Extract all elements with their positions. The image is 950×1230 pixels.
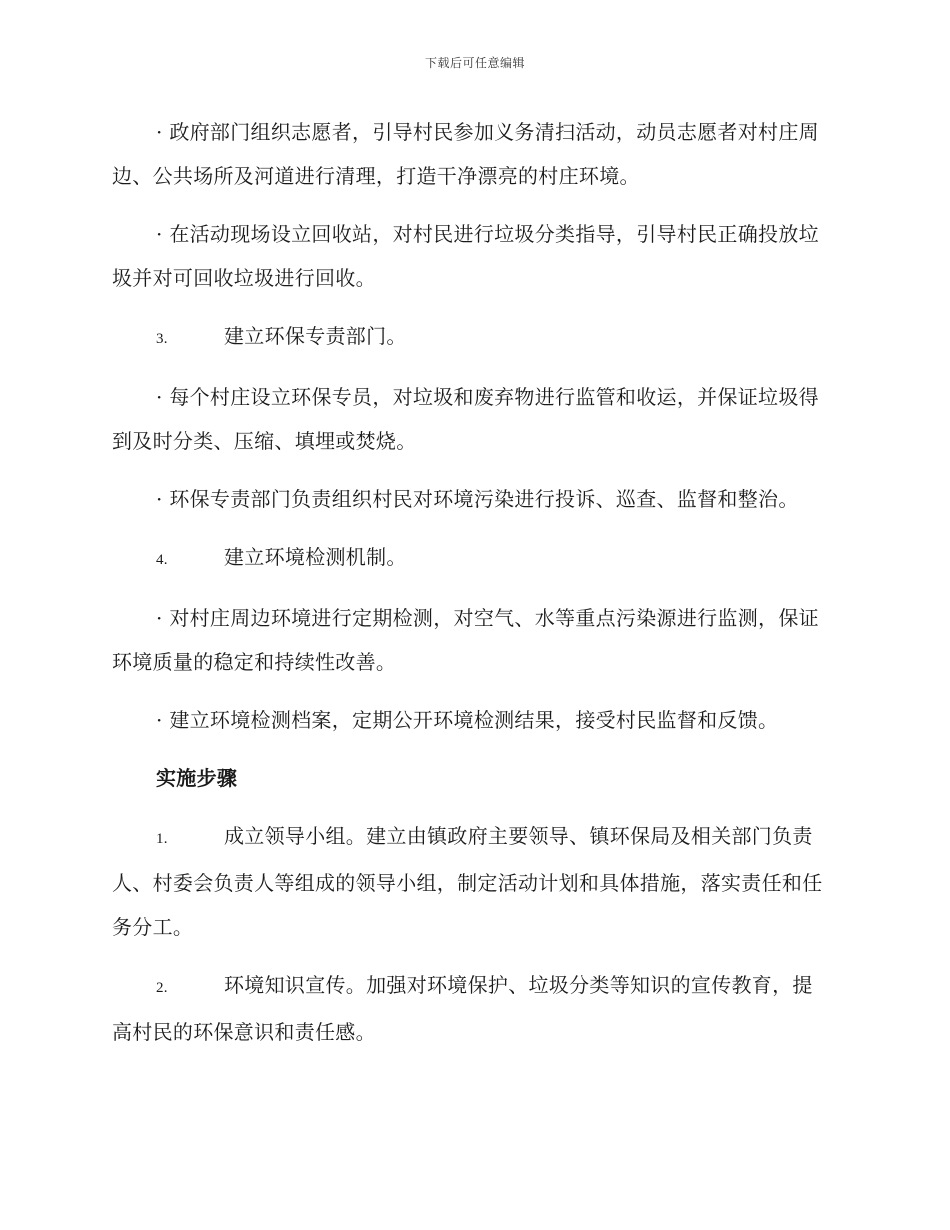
paragraph-env-officer: · 每个村庄设立环保专员，对垃圾和废弃物进行监管和收运，并保证垃圾得到及时分类、压缩、填埋或焚烧。 [112, 385, 819, 453]
list-number: 4. [156, 552, 168, 568]
list-item-3 [112, 314, 832, 361]
paragraph-monitoring-archive: · 建立环境检测档案，定期公开环境检测结果，接受村民监督和反馈。 [156, 708, 779, 732]
list-number: 2. [156, 980, 168, 996]
list-item-text: 建立环保专责部门。 [224, 324, 407, 348]
list-item-text: 成立领导小组。建立由镇政府主要领导、镇环保局及相关部门负责人、村委会负责人等组成的领导小组，制定活动计划和具体措施，落实责任和任务分工。 [112, 824, 823, 939]
page-header: 下载后可任意编辑 [424, 56, 525, 70]
list-number: 3. [156, 331, 168, 347]
list-item-1 [112, 814, 832, 949]
list-item-text: 建立环境检测机制。 [224, 545, 407, 569]
paragraph-recycling-station: · 在活动现场设立回收站，对村民进行垃圾分类指导，引导村民正确投放垃圾并对可回收垃圾进行回收。 [112, 222, 819, 290]
list-number: 1. [156, 831, 168, 847]
list-item-4 [112, 535, 832, 582]
paragraph-periodic-monitoring: · 对村庄周边环境进行定期检测，对空气、水等重点污染源进行监测，保证环境质量的稳定和持续性改善。 [112, 606, 819, 674]
list-item-text: 环境知识宣传。加强对环境保护、垃圾分类等知识的宣传教育，提高村民的环保意识和责任感。 [112, 973, 813, 1044]
document-body [112, 110, 832, 1068]
list-item-2 [112, 963, 832, 1054]
paragraph-volunteer-cleanup: · 政府部门组织志愿者，引导村民参加义务清扫活动，动员志愿者对村庄周边、公共场所及河道进行清理，打造干净漂亮的村庄环境。 [112, 120, 819, 188]
paragraph-complaints: · 环保专责部门负责组织村民对环境污染进行投诉、巡查、监督和整治。 [156, 487, 799, 511]
section-heading: 实施步骤 [156, 766, 238, 790]
